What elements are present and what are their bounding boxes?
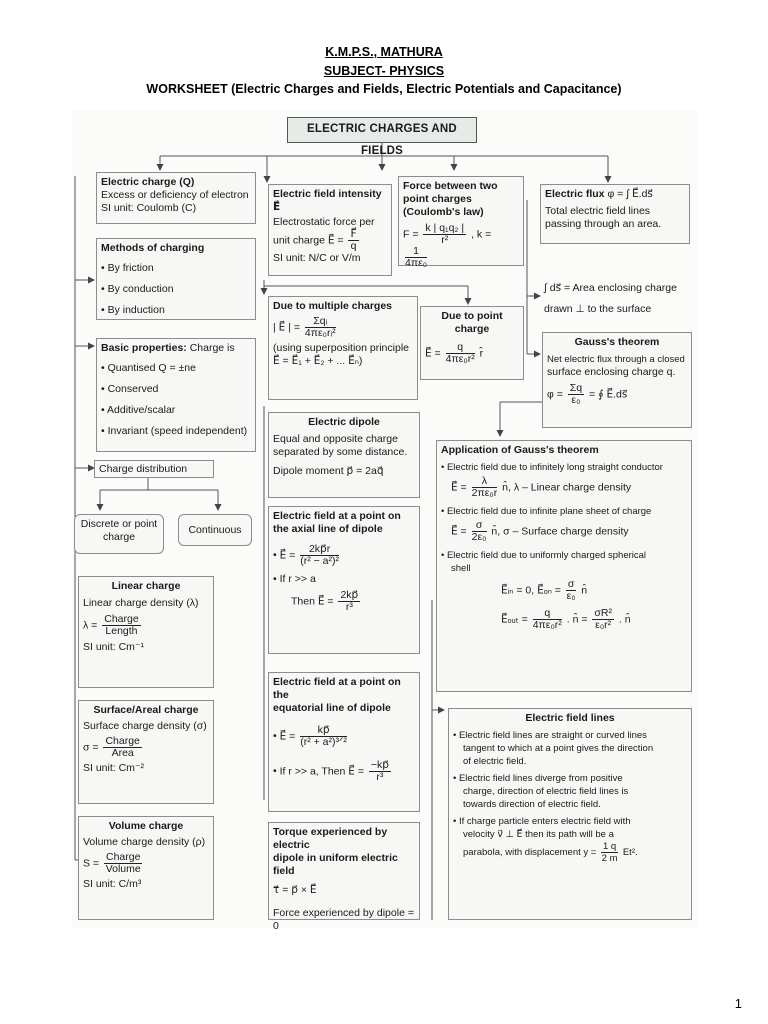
- equatorial-numerator: kp⃗: [300, 725, 347, 737]
- electric-flux-line1: Total electric field lines: [545, 205, 651, 217]
- point-charge-formula: [425, 342, 519, 365]
- coulomb-fraction: [423, 223, 466, 246]
- volume-charge-unit: SI unit: C/m³: [83, 878, 142, 890]
- gauss-application-item1: • Electric field due to infinitely long straight conductor: [441, 461, 687, 474]
- field-lines-point1b: tangent to which at a point gives the direction: [463, 743, 654, 754]
- continuous-charge-label: Continuous: [188, 524, 242, 536]
- displacement-fraction: [601, 841, 618, 864]
- coulomb-formula: [403, 223, 519, 269]
- field-intensity-numerator: F⃗: [350, 228, 357, 240]
- superposition-line2: E⃗ = E⃗₁ + E⃗₂ + ... E⃗ₙ): [273, 355, 363, 367]
- discrete-charge-box: [74, 514, 164, 554]
- field-lines-point1a: • Electric field lines are straight or curved lines: [453, 729, 687, 742]
- gauss-application-formula1: [441, 476, 687, 499]
- point-charge-heading: Due to point charge: [441, 310, 503, 335]
- superposition-line1: (using superposition principle: [273, 342, 409, 354]
- gauss-application-formula3a: [441, 579, 687, 602]
- surface-charge-heading: Surface/Areal charge: [93, 704, 199, 716]
- coulomb-heading: Force between two point charges (Coulomb's law): [403, 180, 498, 218]
- gauss-theorem-rhs: = ∮ E⃗.ds⃗: [589, 388, 628, 401]
- linear-charge-formula: [83, 614, 209, 637]
- properties-heading: Basic properties:: [101, 342, 187, 354]
- formula3a-fraction: [566, 579, 576, 602]
- multiple-charges-numerator: Σqᵢ: [305, 316, 336, 328]
- methods-list: [101, 258, 251, 321]
- linear-charge-box: [78, 576, 214, 688]
- volume-charge-denominator: Volume: [105, 863, 141, 875]
- gauss-theorem-fraction: [568, 383, 584, 406]
- torque-box: [268, 822, 420, 932]
- gauss-application-box: [436, 440, 692, 692]
- field-lines-point2a: • Electric field lines diverge from positive: [453, 772, 687, 785]
- multiple-charges-formula: [273, 316, 413, 339]
- formula3b-numerator: q: [533, 608, 562, 620]
- axial-approx-denominator: r³: [345, 601, 353, 613]
- displacement-numerator: 1 q: [602, 841, 617, 852]
- field-intensity-formula: [273, 229, 387, 252]
- properties-item: • Quantised Q = ±ne: [101, 358, 251, 379]
- methods-item: • By induction: [101, 300, 251, 321]
- volume-charge-fraction: [104, 852, 142, 875]
- electric-flux-heading: Electric flux: [545, 188, 605, 200]
- point-charge-fraction: [446, 342, 475, 365]
- field-intensity-fraction: [348, 229, 358, 252]
- axial-condition: • If r >> a: [273, 573, 415, 586]
- properties-item: • Invariant (speed independent): [101, 421, 251, 442]
- field-lines-point1c: of electric field.: [463, 756, 527, 767]
- field-lines-box: [448, 708, 692, 920]
- axial-then: Then E⃗ =: [291, 595, 334, 608]
- point-charge-unit-vector: r̂: [479, 347, 484, 360]
- discrete-charge-label: Discrete or point charge: [80, 518, 158, 543]
- properties-item: • Additive/scalar: [101, 400, 251, 421]
- linear-charge-numerator: Charge: [104, 613, 139, 625]
- gauss-application-item2: • Electric field due to infinite plane sheet of charge: [441, 505, 687, 518]
- page-number: 1: [734, 996, 742, 1011]
- gauss-theorem-numerator: Σq: [569, 382, 583, 394]
- formula3a-denominator: ε₀: [566, 590, 576, 602]
- linear-charge-heading: Linear charge: [111, 580, 181, 592]
- electric-charge-unit: SI unit: Coulomb (C): [101, 202, 197, 214]
- surface-charge-denominator: Area: [111, 747, 134, 759]
- equatorial-lhs: • E⃗ =: [273, 730, 295, 742]
- continuous-charge-box: [178, 514, 252, 546]
- linear-charge-unit: SI unit: Cm⁻¹: [83, 641, 144, 653]
- electric-dipole-box: [268, 412, 420, 498]
- electric-dipole-line2: separated by some distance.: [273, 446, 408, 458]
- equatorial-heading-2: equatorial line of dipole: [273, 702, 391, 714]
- equatorial-approx-fraction: [369, 760, 391, 783]
- formula3b-fraction: [533, 608, 562, 631]
- gauss-theorem-line1: Net electric flux through a closed: [547, 354, 685, 365]
- properties-list: [101, 358, 251, 442]
- displacement-tail: Et².: [622, 847, 638, 859]
- surface-charge-formula: [83, 736, 209, 759]
- axial-heading-2: the axial line of dipole: [273, 523, 383, 535]
- axial-approx: [273, 590, 415, 613]
- surface-charge-fraction: [103, 736, 141, 759]
- formula1-fraction: [472, 476, 498, 499]
- formula2-tail: n̂, σ – Surface charge density: [491, 525, 629, 538]
- linear-charge-density: Linear charge density (λ): [83, 597, 199, 609]
- properties-heading-line: [101, 342, 251, 355]
- gauss-theorem-formula: [547, 383, 687, 406]
- equatorial-field-box: [268, 672, 420, 812]
- equatorial-condition: • If r >> a, Then E⃗ =: [273, 765, 364, 777]
- point-charge-numerator: q: [446, 342, 475, 354]
- displacement-denominator: 2 m: [601, 853, 618, 864]
- properties-item: • Conserved: [101, 379, 251, 400]
- formula2-numerator: σ: [472, 520, 487, 532]
- formula3b-fraction2: [592, 608, 614, 631]
- axial-field-box: [268, 506, 420, 654]
- area-note: [544, 282, 677, 316]
- chart-title: ELECTRIC CHARGES AND FIELDS: [287, 117, 477, 143]
- axial-heading-1: Electric field at a point on: [273, 510, 401, 522]
- electric-charge-box: [96, 172, 256, 224]
- worksheet-title: WORKSHEET (Electric Charges and Fields, Electric Potentials and Capacitance): [146, 82, 622, 96]
- linear-charge-fraction: [102, 614, 140, 637]
- torque-force: Force experienced by dipole = 0: [273, 907, 414, 932]
- properties-box: [96, 338, 256, 452]
- point-charge-box: [420, 306, 524, 380]
- electric-charge-heading: Electric charge (Q): [101, 176, 195, 188]
- surface-charge-box: [78, 700, 214, 804]
- field-intensity-box: [268, 184, 392, 276]
- field-intensity-line2: unit charge E⃗ =: [273, 234, 344, 247]
- field-lines-point3c: [453, 841, 687, 864]
- axial-fraction: [300, 544, 339, 567]
- torque-heading-2: dipole in uniform electric field: [273, 852, 398, 877]
- charge-distribution-label: Charge distribution: [99, 463, 188, 475]
- concept-map: [72, 110, 698, 932]
- volume-charge-density: Volume charge density (ρ): [83, 836, 206, 848]
- electric-dipole-heading: Electric dipole: [308, 416, 380, 428]
- gauss-application-item3b: shell: [451, 563, 471, 574]
- formula1-tail: n̂, λ – Linear charge density: [502, 481, 632, 494]
- surface-charge-unit: SI unit: Cm⁻²: [83, 762, 144, 774]
- coulomb-mid: , k =: [471, 228, 492, 241]
- formula3b-lhs: E⃗ₒᵤₜ =: [501, 613, 528, 626]
- volume-charge-box: [78, 816, 214, 920]
- methods-item: • By friction: [101, 258, 251, 279]
- torque-heading-1: Torque experienced by electric: [273, 826, 388, 851]
- multiple-charges-box: [268, 296, 418, 400]
- methods-box: [96, 238, 256, 320]
- field-intensity-unit: SI unit: N/C or V/m: [273, 252, 361, 264]
- methods-heading: Methods of charging: [101, 242, 205, 254]
- equatorial-formula: [273, 725, 415, 748]
- electric-dipole-line1: Equal and opposite charge: [273, 433, 398, 445]
- coulomb-constant-denominator: 4πε₀: [405, 257, 428, 269]
- volume-charge-formula: [83, 852, 209, 875]
- electric-charge-definition: Excess or deficiency of electron: [101, 189, 249, 201]
- gauss-theorem-heading: Gauss's theorem: [574, 336, 660, 348]
- area-note-line2: drawn ⊥ to the surface: [544, 303, 652, 315]
- axial-approx-numerator: 2kp⃗: [340, 589, 359, 601]
- formula1-lhs: E⃗ =: [451, 481, 467, 494]
- gauss-theorem-denominator: ε₀: [571, 394, 581, 406]
- properties-heading-tail: Charge is: [189, 342, 235, 354]
- field-lines-heading: Electric field lines: [525, 712, 615, 724]
- coulomb-denominator: r²: [441, 234, 449, 246]
- coulomb-numerator: k | q₁q₂ |: [425, 222, 465, 234]
- area-note-line1: ∫ ds⃗ = Area enclosing charge: [544, 282, 677, 294]
- equatorial-fraction: [300, 725, 347, 748]
- gauss-theorem-box: [542, 332, 692, 428]
- multiple-charges-denominator: 4πε₀rᵢ²: [304, 327, 336, 339]
- gauss-application-item3a: • Electric field due to uniformly charged spherical: [441, 549, 687, 562]
- formula1-numerator: λ: [472, 476, 498, 488]
- formula3b-denominator: 4πε₀r²: [532, 619, 562, 631]
- field-lines-point2b: charge, direction of electric field lines is: [463, 786, 629, 797]
- equatorial-approx-numerator: −kp⃗: [370, 759, 389, 771]
- volume-charge-heading: Volume charge: [108, 820, 184, 832]
- equatorial-approx: [273, 760, 415, 783]
- coulomb-constant-fraction: [405, 246, 427, 269]
- gauss-application-formula2: [441, 520, 687, 543]
- gauss-application-formula3b: [441, 608, 687, 631]
- volume-charge-numerator: Charge: [105, 851, 141, 863]
- axial-numerator: 2kp⃗r: [300, 544, 339, 556]
- volume-charge-lhs: S =: [83, 857, 100, 870]
- axial-denominator: (r² − a²)²: [300, 555, 339, 567]
- electric-flux-heading-line: [545, 188, 685, 201]
- coulomb-constant-numerator: 1: [405, 246, 427, 258]
- formula3b-mid: . n̂ =: [566, 613, 588, 626]
- gauss-theorem-lhs: φ =: [547, 388, 563, 401]
- formula3b-tail: . n̂: [618, 613, 631, 626]
- multiple-charges-fraction: [305, 316, 336, 339]
- linear-charge-lhs: λ =: [83, 619, 98, 632]
- formula3a-lhs: E⃗ᵢₙ = 0, E⃗ₒₙ =: [501, 584, 561, 597]
- equatorial-denominator: (r² + a²)³ᐟ²: [300, 736, 347, 748]
- axial-formula: [273, 544, 415, 567]
- coulomb-box: [398, 176, 524, 269]
- formula1-denominator: 2πε₀r: [471, 487, 498, 499]
- gauss-application-heading: Application of Gauss's theorem: [441, 444, 599, 456]
- formula3b-denominator2: ε₀r²: [595, 619, 612, 631]
- equatorial-approx-denominator: r³: [376, 771, 384, 783]
- electric-flux-box: [540, 184, 690, 244]
- surface-charge-lhs: σ =: [83, 741, 99, 754]
- dipole-moment: Dipole moment p⃗ = 2aq⃗: [273, 465, 384, 477]
- multiple-charges-lhs: | E⃗ | =: [273, 321, 300, 334]
- multiple-charges-heading: Due to multiple charges: [273, 300, 393, 312]
- surface-charge-numerator: Charge: [105, 735, 140, 747]
- formula3b-numerator2: σR²: [594, 607, 612, 619]
- linear-charge-denominator: Length: [105, 625, 138, 637]
- point-charge-denominator: 4πε₀r²: [445, 353, 475, 365]
- formula2-lhs: E⃗ =: [451, 525, 467, 538]
- field-intensity-denominator: q: [350, 240, 357, 252]
- equatorial-heading-1: Electric field at a point on the: [273, 676, 401, 701]
- formula3a-numerator: σ: [567, 578, 575, 590]
- field-lines-point3c-text: parabola, with displacement y =: [463, 847, 597, 859]
- field-intensity-line1: Electrostatic force per: [273, 216, 375, 228]
- gauss-theorem-line2: surface enclosing charge q.: [547, 366, 676, 378]
- formula2-denominator: 2ε₀: [471, 531, 487, 543]
- axial-lhs: • E⃗ =: [273, 549, 295, 561]
- torque-formula: τ⃗ = p⃗ × E⃗: [273, 884, 317, 896]
- field-lines-point3b: velocity v⃗ ⊥ E⃗ then its path will be a: [463, 829, 614, 840]
- charge-distribution-box: [94, 460, 214, 478]
- field-lines-point2c: towards direction of electric field.: [463, 799, 601, 810]
- electric-flux-line2: passing through an area.: [545, 218, 662, 230]
- field-lines-point3a: • If charge particle enters electric field with: [453, 815, 687, 828]
- axial-approx-fraction: [338, 590, 360, 613]
- coulomb-lhs: F =: [403, 228, 419, 241]
- methods-item: • By conduction: [101, 279, 251, 300]
- electric-flux-formula: φ = ∫ E⃗.ds⃗: [607, 188, 653, 200]
- formula2-fraction: [472, 520, 487, 543]
- school-heading: K.M.P.S., MATHURA: [325, 45, 443, 59]
- formula3a-tail: n̂: [581, 584, 588, 597]
- subject-heading: SUBJECT- PHYSICS: [323, 64, 445, 78]
- field-intensity-heading: Electric field intensity E⃗: [273, 188, 382, 213]
- point-charge-lhs: E⃗ =: [425, 347, 441, 360]
- surface-charge-density: Surface charge density (σ): [83, 720, 207, 732]
